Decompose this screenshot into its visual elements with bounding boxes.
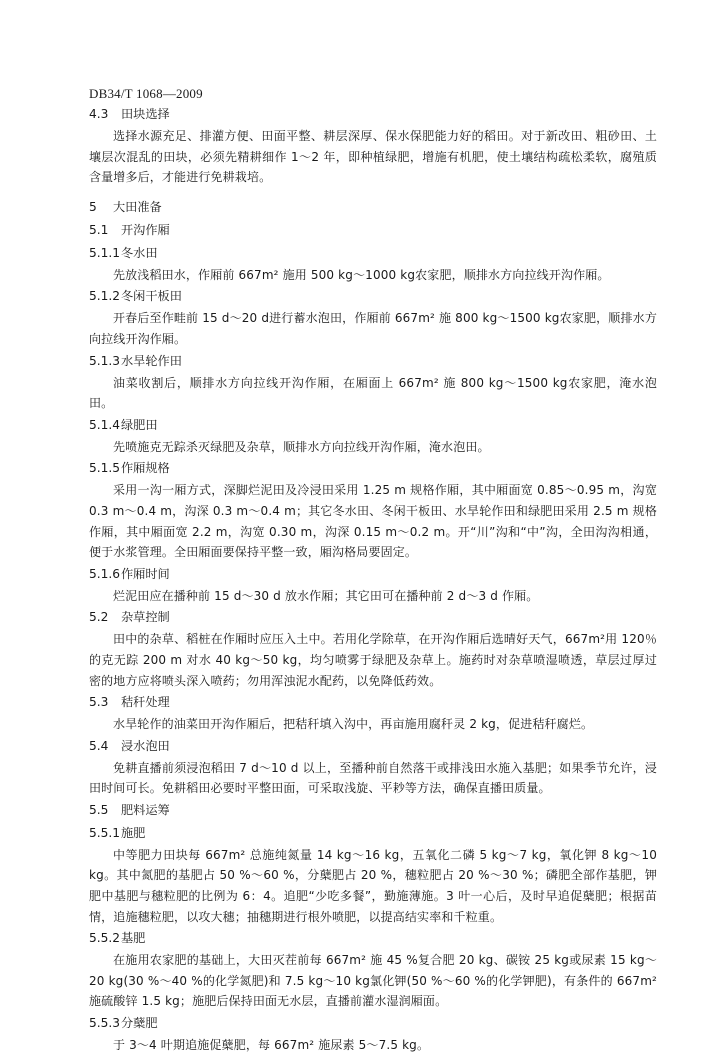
section-title: 冬水田	[121, 245, 158, 260]
section-heading	[89, 799, 657, 822]
section-number: 5.1.4	[89, 417, 121, 432]
body-paragraph: 油菜收割后，顺排水方向拉线开沟作厢，在厢面上 667m² 施 800 kg～1500 kg农家肥，淹水泡田。	[89, 375, 657, 411]
section-title: 作厢时间	[121, 566, 170, 581]
body-paragraph: 在施用农家肥的基础上，大田灭茬前每 667m² 施 45 %复合肥 20 kg、碳铵 25 kg或尿素 15 kg～20 kg(30 %～40 %的化学氮肥)和 7.5 kg～10 kg氯化钾(50 %～60 %的化学钾肥)，有条件的 667m² 施硫酸锌 1.5 kg；施肥后保持田面无水层，直播前灌水湿润厢面。	[89, 953, 657, 1009]
section-number: 5.5	[89, 802, 109, 817]
section-heading	[89, 691, 657, 714]
section-title: 田块选择	[121, 107, 170, 121]
section-number: 5.5.1	[89, 825, 121, 840]
section-title: 作厢规格	[121, 461, 170, 476]
body-paragraph: 免耕直播前须浸泡稻田 7 d～10 d 以上，至播种前自然落干或排浅田水施入基肥；如果季节允许，浸田时间可长。免耕稻田必要时平整田面，可采取浅旋、平耖等方法，确保直播田质量。	[89, 760, 657, 796]
body-paragraph: 采用一沟一厢方式，深脚烂泥田及冷浸田采用 1.25 m 规格作厢，其中厢面宽 0.85～0.95 m，沟宽 0.3 m～0.4 m，沟深 0.3 m～0.4 m；其它冬水田、冬闲干板田、水旱轮作田和绿肥田采用 2.5 m 规格作厢，其中厢面宽 2.2 m，沟宽 0.30 m，沟深 0.15 m～0.2 m。开“川”沟和“中”沟，全田沟沟相通，便于水浆管理。全田厢面要保持平整一致，厢沟格局要固定。	[89, 483, 657, 560]
section-title: 浸水泡田	[121, 738, 170, 753]
section-heading	[89, 735, 657, 758]
section-number: 4.3	[89, 107, 109, 121]
body-paragraph: 先喷施克无踪杀灭绿肥及杂草，顺排水方向拉线开沟作厢，淹水泡田。	[113, 439, 490, 454]
body-paragraph: 田中的杂草、稻桩在作厢时应压入土中。若用化学除草，在开沟作厢后选晴好天气，667m²用 120％的克无踪 200 m 对水 40 kg～50 kg，均匀喷雾于绿肥及杂草上。施药时对杂草喷湿喷透，草层过厚过密的地方应将喷头深入喷药；勿用浑浊泥水配药，以免降低药效。	[89, 632, 657, 688]
section-heading	[89, 822, 657, 845]
section-heading	[89, 563, 657, 586]
body-paragraph: 于 3～4 叶期追施促蘖肥，每 667m² 施尿素 5～7.5 kg。	[113, 1038, 430, 1053]
section-number: 5.1.1	[89, 245, 121, 260]
section-title: 水旱轮作田	[121, 353, 182, 368]
section-heading	[89, 606, 657, 629]
section-number: 5.3	[89, 695, 109, 710]
body-paragraph: 选择水源充足、排灌方便、田面平整、耕层深厚、保水保肥能力好的稻田。对于新改田、粗砂田、土壤层次混乱的田块，必须先精耕细作 1～2 年，即种植绿肥，增施有机肥，使土壤结构疏松柔软，腐殖质含量增多后，才能进行免耕栽培。	[89, 129, 657, 185]
section-title: 分蘖肥	[121, 1016, 158, 1031]
section-number: 5.1.3	[89, 353, 121, 368]
section-heading	[89, 285, 657, 308]
section-number: 5.1.2	[89, 289, 121, 304]
body-paragraph: 开春后至作畦前 15 d～20 d进行蓄水泡田，作厢前 667m² 施 800 kg～1500 kg农家肥，顺排水方向拉线开沟作厢。	[89, 311, 657, 346]
body-paragraph: 先放浅稻田水，作厢前 667m² 施用 500 kg～1000 kg农家肥，顺排水方向拉线开沟作厢。	[113, 267, 610, 282]
section-title: 绿肥田	[121, 417, 158, 432]
section-number: 5.4	[89, 738, 109, 753]
standard-number-header: DB34/T 1068—2009	[89, 86, 203, 101]
section-number: 5.1.5	[89, 461, 121, 476]
section-heading	[89, 350, 657, 373]
section-heading	[89, 242, 657, 265]
section-number: 5.1.6	[89, 566, 121, 581]
section-heading	[89, 927, 657, 950]
section-heading	[89, 219, 657, 242]
body-paragraph: 水旱轮作的油菜田开沟作厢后，把秸秆填入沟中，再亩施用腐秆灵 2 kg，促进秸秆腐烂。	[113, 717, 594, 732]
section-title: 基肥	[121, 931, 146, 946]
section-number: 5.5.2	[89, 931, 121, 946]
section-heading	[89, 457, 657, 480]
section-title: 肥料运筹	[121, 802, 170, 817]
section-title: 开沟作厢	[121, 222, 170, 237]
section-heading	[89, 414, 657, 437]
section-title: 秸秆处理	[121, 695, 170, 710]
section-heading	[89, 103, 657, 126]
section-number: 5.2	[89, 610, 109, 625]
section-number: 5.1	[89, 222, 109, 237]
section-gap	[89, 188, 657, 196]
section-heading	[89, 196, 657, 219]
body-paragraph: 中等肥力田块每 667m² 总施纯氮量 14 kg～16 kg，五氧化二磷 5 kg～7 kg，氧化钾 8 kg～10 kg。其中氮肥的基肥占 50 %～60 %，分蘖肥占 20 %，穗粒肥占 20 %～30 %；磷肥全部作基肥，钾肥中基肥与穗粒肥的比例为 6：4。追肥“少吃多餐”，勤施薄施。3 叶一心后，及时早追促蘖肥；根据苗情，追施穗粒肥，以攻大穗；抽穗期进行根外喷肥，以提高结实率和千粒重。	[89, 847, 657, 924]
section-title: 施肥	[121, 825, 146, 840]
body-paragraph: 烂泥田应在播种前 15 d～30 d 放水作厢；其它田可在播种前 2 d～3 d 作厢。	[113, 588, 539, 603]
section-number: 5	[89, 199, 97, 214]
section-title: 杂草控制	[121, 610, 170, 625]
document-body	[89, 103, 657, 1056]
section-title: 冬闲干板田	[121, 289, 182, 304]
section-number: 5.5.3	[89, 1016, 121, 1031]
section-title: 大田准备	[113, 199, 162, 214]
